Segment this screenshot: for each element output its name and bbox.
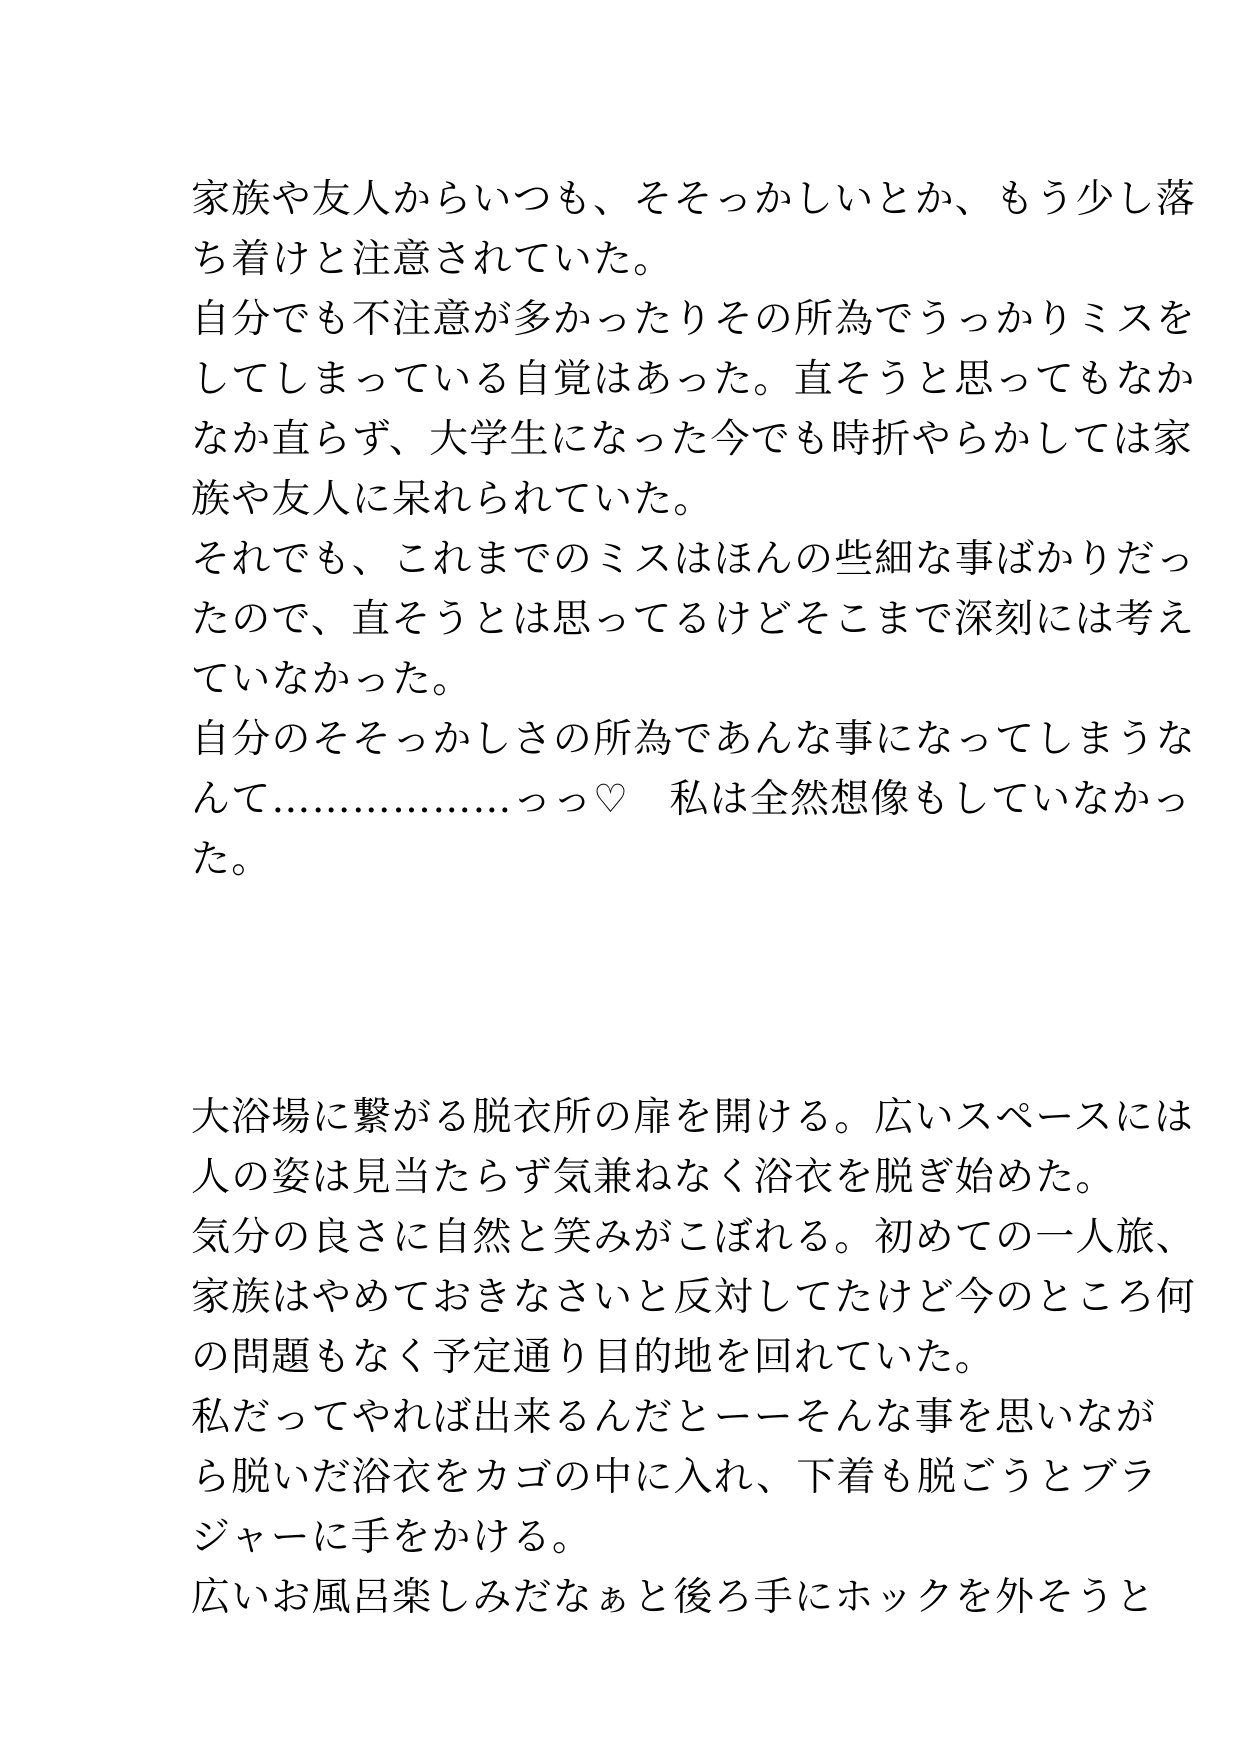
text-line: 広いお風呂楽しみだなぁと後ろ手にホックを外そうと	[191, 1575, 1156, 1620]
text-line: なか直らず、大学生になった今でも時折やらかしては家	[191, 417, 1193, 462]
text-line: 人の姿は見当たらず気兼ねなく浴衣を脱ぎ始めた。	[191, 1155, 1116, 1200]
text-block-1	[191, 170, 1197, 890]
text-line: 自分でも不注意が多かったりその所為でうっかりミスを	[191, 297, 1197, 342]
text-line: ていなかった。	[191, 657, 473, 702]
text-line: 私だってやれば出来るんだとーーそんな事を思いなが	[191, 1395, 1156, 1440]
text-line: ち着けと注意されていた。	[191, 237, 674, 282]
text-line: ら脱いだ浴衣をカゴの中に入れ、下着も脱ごうとブラ	[191, 1455, 1159, 1500]
text-line: た。	[191, 837, 272, 882]
text-line: 大浴場に繋がる脱衣所の扉を開ける。広いスペースには	[191, 1095, 1195, 1140]
text-line: 気分の良さに自然と笑みがこぼれる。初めての一人旅、	[191, 1215, 1197, 1260]
text-line: それでも、これまでのミスはほんの些細な事ばかりだっ	[191, 537, 1197, 582]
text-line: 家族はやめておきなさいと反対してたけど今のところ何	[191, 1275, 1197, 1320]
text-line: んて………………っっ♡ 私は全然想像もしていなかっ	[191, 777, 1192, 822]
text-line: たので、直そうとは思ってるけどそこまで深刻には考え	[191, 597, 1196, 642]
text-line: 族や友人に呆れられていた。	[191, 477, 714, 522]
text-line: してしまっている自覚はあった。直そうと思ってもなか	[191, 357, 1196, 402]
text-line: の問題もなく予定通り目的地を回れていた。	[191, 1335, 996, 1380]
text-line: 自分のそそっかしさの所為であんな事になってしまうな	[191, 717, 1197, 762]
text-line: ジャーに手をかける。	[191, 1515, 593, 1560]
text-line: 家族や友人からいつも、そそっかしいとか、もう少し落	[191, 177, 1197, 222]
text-block-2	[191, 1088, 1197, 1628]
